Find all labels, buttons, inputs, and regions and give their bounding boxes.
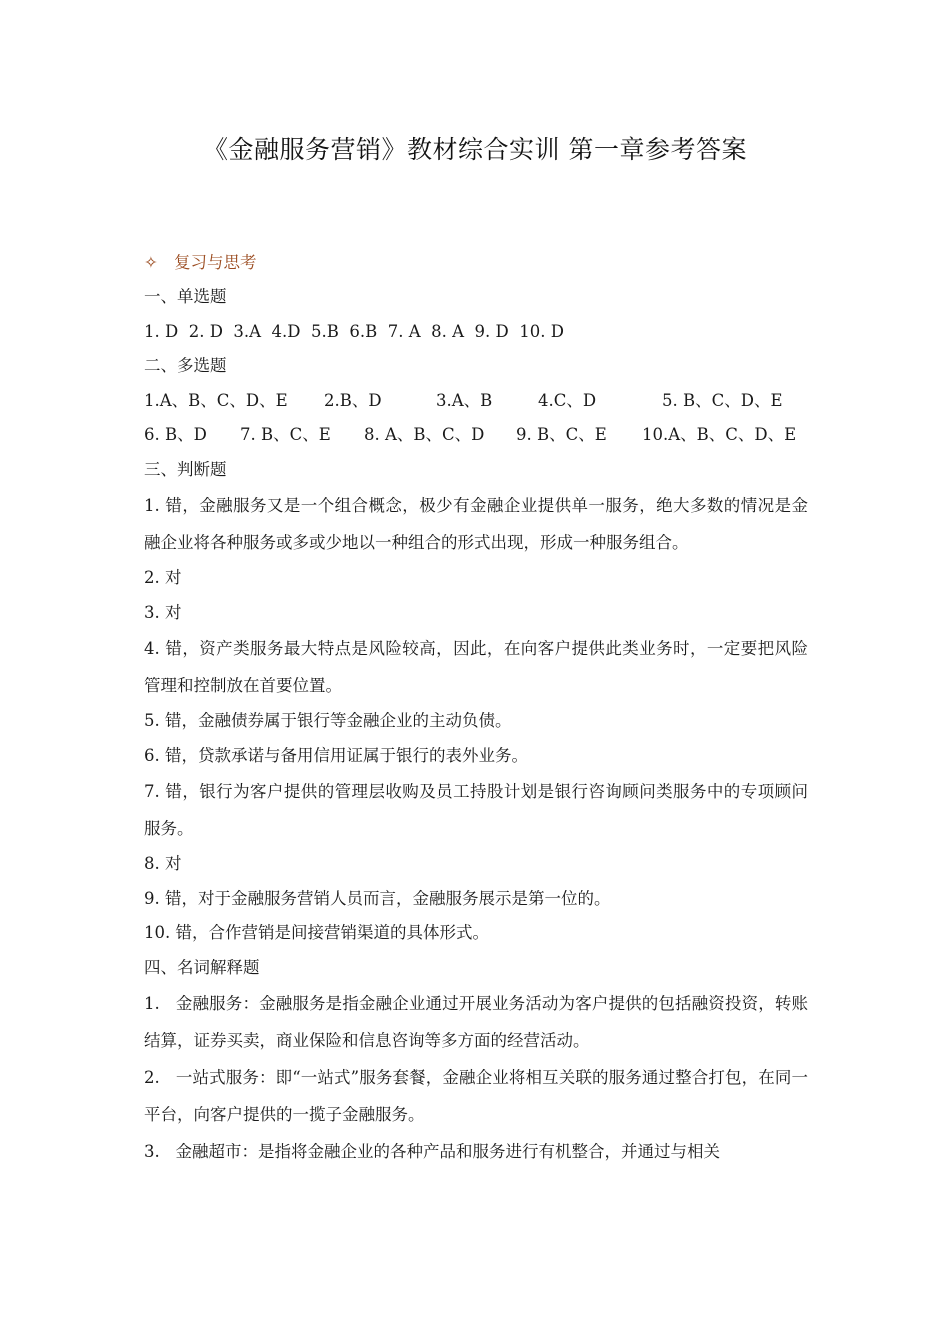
true-false-item: 4. 错，资产类服务最大特点是风险较高，因此，在向客户提供此类业务时，一定要把风险管理和控制放在首要位置。 [144, 639, 808, 695]
true-false-item: 1. 错，金融服务又是一个组合概念，极少有金融企业提供单一服务，绝大多数的情况是金融企业将各种服务或多或少地以一种组合的形式出现，形成一种服务组合。 [144, 496, 808, 552]
multi-choice-answer: 5. B、C、D、E [662, 390, 783, 410]
document-body [144, 246, 808, 1170]
true-false-item: 7. 错，银行为客户提供的管理层收购及员工持股计划是银行咨询顾问类服务中的专项顾问服务。 [144, 782, 808, 838]
multi-choice-answer: 8. A、B、C、D [364, 425, 485, 444]
multi-choice-row-2 [144, 418, 808, 453]
terms-heading: 四、名词解释题 [144, 957, 260, 977]
term-item: 3. 金融超市：是指将金融企业的各种产品和服务进行有机整合，并通过与相关 [144, 1142, 720, 1161]
section-header [144, 246, 808, 280]
page-title: 《金融服务营销》教材综合实训 第一章参考答案 [203, 135, 747, 164]
term-item: 1. 金融服务：金融服务是指金融企业通过开展业务活动为客户提供的包括融资投资，转账结算，证券买卖，商业保险和信息咨询等多方面的经营活动。 [144, 994, 808, 1050]
term-item: 2. 一站式服务：即“一站式”服务套餐，金融企业将相互关联的服务通过整合打包，在同一平台，向客户提供的一揽子金融服务。 [144, 1068, 808, 1124]
multi-choice-answer: 9. B、C、E [516, 425, 607, 444]
single-choice-answers: 1. D 2. D 3.A 4.D 5.B 6.B 7. A 8. A 9. D 10. D [144, 321, 564, 341]
multi-choice-answer: 4.C、D [538, 390, 597, 410]
multi-choice-answer: 7. B、C、E [240, 425, 331, 444]
multi-choice-answer: 2.B、D [324, 390, 382, 410]
multi-choice-answer: 1.A、B、C、D、E [144, 390, 288, 410]
true-false-item: 10. 错，合作营销是间接营销渠道的具体形式。 [144, 923, 489, 942]
true-false-item: 9. 错，对于金融服务营销人员而言，金融服务展示是第一位的。 [144, 888, 611, 908]
multi-choice-answer: 6. B、D [144, 425, 207, 444]
true-false-item: 3. 对 [144, 602, 182, 622]
true-false-item: 8. 对 [144, 854, 182, 873]
multi-choice-answer: 10.A、B、C、D、E [642, 425, 797, 444]
single-choice-heading: 一、单选题 [144, 287, 227, 306]
multi-choice-answer: 3.A、B [436, 390, 493, 410]
multi-choice-heading: 二、多选题 [144, 356, 227, 375]
multi-choice-row-1 [144, 384, 808, 419]
true-false-heading: 三、判断题 [144, 459, 227, 479]
true-false-item: 6. 错，贷款承诺与备用信用证属于银行的表外业务。 [144, 745, 528, 765]
section-header-label: 复习与思考 [174, 253, 257, 272]
true-false-item: 5. 错，金融债券属于银行等金融企业的主动负债。 [144, 711, 512, 730]
diamond-bullet-icon: ✧ [144, 253, 158, 272]
true-false-item: 2. 对 [144, 568, 182, 587]
